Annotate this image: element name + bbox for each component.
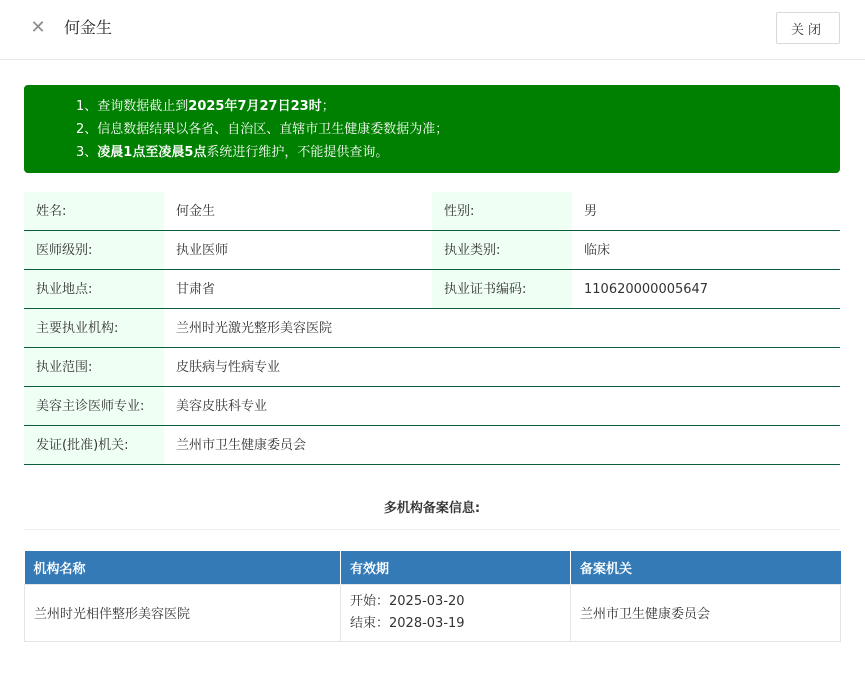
info-row: [24, 192, 840, 231]
col-header-org: 机构名称: [25, 551, 341, 584]
cert-label: 执业证书编码:: [432, 270, 572, 309]
org-name-cell: 兰州时光相伴整形美容医院: [25, 584, 341, 641]
category-label: 执业类别:: [432, 231, 572, 270]
close-button[interactable]: 关闭: [776, 12, 840, 44]
info-row: [24, 426, 840, 465]
authority-cell: 兰州市卫生健康委员会: [571, 584, 841, 641]
issuer-label: 发证(批准)机关:: [24, 426, 164, 465]
table-header-row: [25, 551, 841, 584]
multi-org-table: [24, 551, 841, 642]
org-value: 兰州时光激光整形美容医院: [164, 309, 840, 348]
notice-banner: [24, 85, 840, 173]
notice-line-3: 3、凌晨1点至凌晨5点系统进行维护，不能提供查询。: [76, 145, 389, 160]
cosmetic-label: 美容主诊医师专业:: [24, 387, 164, 426]
level-label: 医师级别:: [24, 231, 164, 270]
multi-org-title: 多机构备案信息:: [24, 488, 840, 530]
gender-value: 男: [572, 192, 840, 231]
category-value: 临床: [572, 231, 840, 270]
scope-value: 皮肤病与性病专业: [164, 348, 840, 387]
table-row: [25, 584, 841, 641]
col-header-validity: 有效期: [341, 551, 571, 584]
issuer-value: 兰州市卫生健康委员会: [164, 426, 840, 465]
location-label: 执业地点:: [24, 270, 164, 309]
modal-header: [0, 0, 865, 60]
cert-value: 110620000005647: [572, 270, 840, 309]
level-value: 执业医师: [164, 231, 432, 270]
name-value: 何金生: [164, 192, 432, 231]
cosmetic-value: 美容皮肤科专业: [164, 387, 840, 426]
org-label: 主要执业机构:: [24, 309, 164, 348]
info-row: [24, 348, 840, 387]
gender-label: 性别:: [432, 192, 572, 231]
info-row: [24, 231, 840, 270]
doctor-info-table: [24, 192, 840, 465]
validity-cell: [341, 584, 571, 641]
validity-end: 结束：2028-03-19: [350, 615, 465, 631]
location-value: 甘肃省: [164, 270, 432, 309]
info-row: [24, 270, 840, 309]
scope-label: 执业范围:: [24, 348, 164, 387]
close-x-icon[interactable]: ✕: [30, 17, 46, 38]
col-header-authority: 备案机关: [571, 551, 841, 584]
notice-line-2: 2、信息数据结果以各省、自治区、直辖市卫生健康委数据为准；: [76, 122, 449, 137]
notice-line-1: 1、查询数据截止到2025年7月27日23时；: [76, 99, 335, 114]
info-row: [24, 309, 840, 348]
validity-start: 开始：2025-03-20: [350, 593, 465, 609]
info-row: [24, 387, 840, 426]
modal-title: 何金生: [64, 18, 113, 37]
name-label: 姓名:: [24, 192, 164, 231]
